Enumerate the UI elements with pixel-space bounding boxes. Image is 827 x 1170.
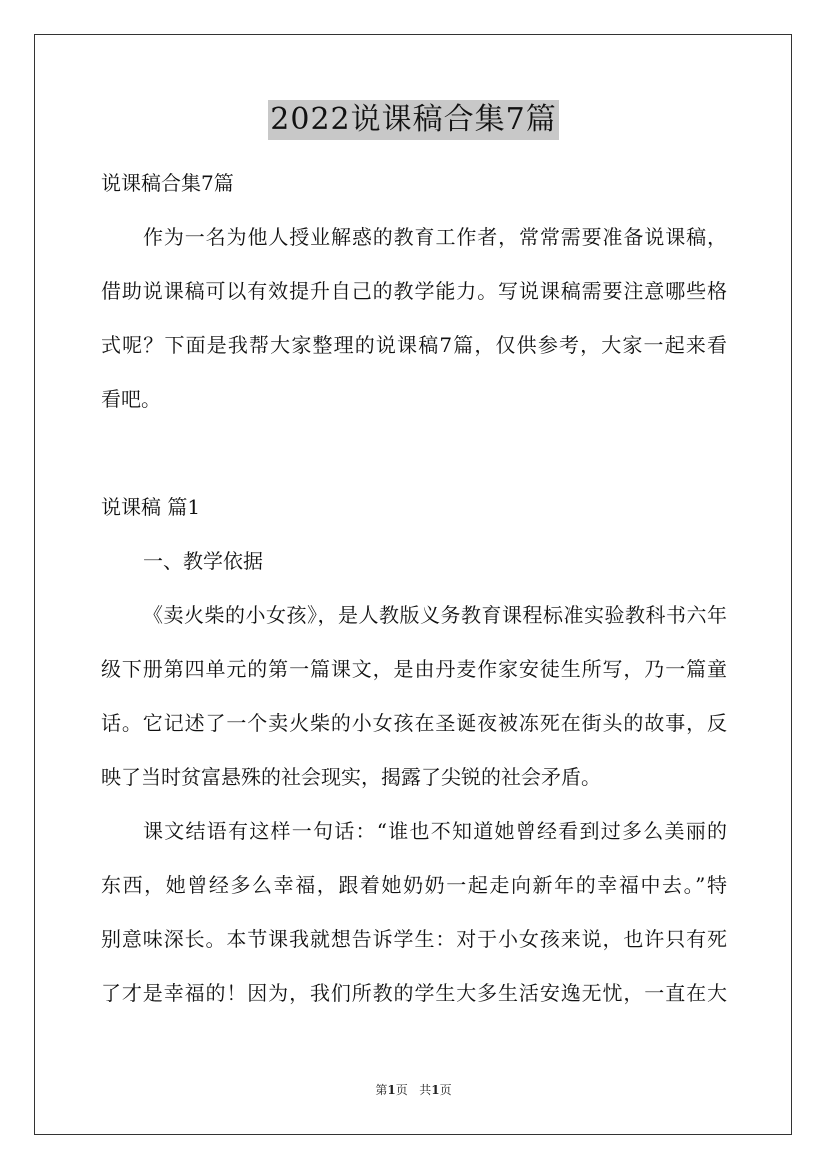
paragraph-line: 别意味深长。本节课我就想告诉学生：对于小女孩来说，也许只有死	[101, 927, 727, 951]
document-body	[101, 170, 727, 1034]
paragraph-line: 东西，她曾经多么幸福，跟着她奶奶一起走向新年的幸福中去。”特	[101, 873, 727, 897]
intro-line: 看吧。	[101, 387, 161, 411]
total-suffix: 页	[439, 1083, 452, 1097]
paragraph-line: 课文结语有这样一句话：“谁也不知道她曾经看到过多么美丽的	[143, 819, 727, 843]
paragraph-line: 《卖火柴的小女孩》，是人教版义务教育课程标准实验教科书六年	[143, 603, 727, 627]
total-pages: 1	[431, 1083, 440, 1097]
page-suffix: 页	[395, 1083, 408, 1097]
intro-line: 作为一名为他人授业解惑的教育工作者，常常需要准备说课稿，	[143, 225, 727, 249]
paragraph-line: 映了当时贫富悬殊的社会现实，揭露了尖锐的社会矛盾。	[101, 765, 601, 789]
page-prefix: 第	[375, 1083, 388, 1097]
section-heading: 说课稿 篇1	[101, 495, 201, 519]
paragraph-line: 级下册第四单元的第一篇课文，是由丹麦作家安徒生所写，乃一篇童	[101, 657, 727, 681]
document-subtitle: 说课稿合集7篇	[101, 171, 234, 195]
page-number: 1	[387, 1083, 396, 1097]
total-prefix: 共	[419, 1083, 432, 1097]
page-footer	[0, 1082, 827, 1098]
paragraph-line: 话。它记述了一个卖火柴的小女孩在圣诞夜被冻死在街头的故事，反	[101, 711, 727, 735]
intro-line: 式呢？下面是我帮大家整理的说课稿7篇，仅供参考，大家一起来看	[101, 333, 727, 357]
intro-line: 借助说课稿可以有效提升自己的教学能力。写说课稿需要注意哪些格	[101, 279, 727, 303]
paragraph-line: 了才是幸福的！因为，我们所教的学生大多生活安逸无忧，一直在大	[101, 981, 727, 1005]
title-container	[0, 100, 827, 140]
document-title: 2022说课稿合集7篇	[268, 100, 558, 140]
subheading: 一、教学依据	[143, 549, 263, 573]
spacer	[101, 440, 727, 494]
